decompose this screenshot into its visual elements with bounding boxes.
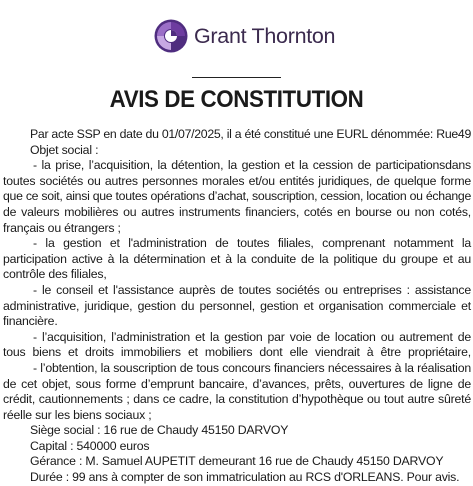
notice-line: participation active à la détermination et à la conduite de la politique du groupe et au bbox=[3, 251, 471, 266]
notice-line: crédit, cautionnements ; dans ce cadre, la constitution d’hypothèque ou tout autre sûreté bbox=[3, 392, 471, 407]
brand-name: Grant Thornton bbox=[194, 24, 336, 48]
notice-line: administrative, juridique, gestion du personnel, gestion et organisation commerciale et bbox=[3, 298, 471, 313]
notice-line: réelle sur les biens sociaux ; bbox=[3, 407, 152, 422]
notice-title: AVIS DE CONSTITUTION bbox=[109, 86, 364, 113]
notice-line: Objet social : bbox=[30, 142, 99, 157]
notice-line: - l’acquisition, l’administration et la gestion par voie de location ou autrement de bbox=[33, 329, 471, 344]
grant-thornton-logo bbox=[154, 18, 335, 54]
notice-line: toutes sociétés ou autres personnes morales et/ou entités juridiques, de quelque forme bbox=[3, 173, 471, 188]
grant-thornton-logo-mark bbox=[154, 19, 188, 53]
notice-line-duree: Durée : 99 ans à compter de son immatriculation au RCS d'ORLEANS. Pour avis. bbox=[30, 470, 460, 485]
notice-line-gerance: Gérance : M. Samuel AUPETIT demeurant 16 rue de Chaudy 45150 DARVOY bbox=[30, 454, 444, 469]
notice-line-capital: Capital : 540000 euros bbox=[30, 438, 150, 453]
title-rule bbox=[192, 77, 281, 78]
notice-line: - la prise, l’acquisition, la détention, la gestion et la cession de participationsdans bbox=[33, 158, 471, 173]
notice-line: tous biens et droits immobiliers et mobiliers dont elle viendrait à être propriétaire, bbox=[3, 345, 471, 360]
notice-line: que ce soit, ainsi que toutes opérations d’achat, souscription, cession, location ou échange bbox=[3, 189, 471, 204]
notice-line-siege: Siège social : 16 rue de Chaudy 45150 DARVOY bbox=[30, 423, 289, 438]
notice-line: financière. bbox=[3, 314, 58, 329]
notice-line: Par acte SSP en date du 01/07/2025, il a été constitué une EURL dénommée: Rue49 bbox=[30, 127, 471, 141]
notice-line: français ou étrangers ; bbox=[3, 220, 121, 235]
notice-line: contrôle des filiales, bbox=[3, 267, 107, 282]
notice-line: - l’obtention, la souscription de tous concours financiers nécessaires à la réalisation bbox=[33, 360, 471, 375]
notice-line: de cet objet, sous forme d’emprunt bancaire, d’avances, prêts, ouvertures de ligne de bbox=[3, 376, 471, 391]
notice-line: - la gestion et l'administration de toutes filiales, comprenant notamment la bbox=[33, 236, 471, 251]
notice-line: - le conseil et l'assistance auprès de toutes sociétés ou entreprises : assistance bbox=[33, 282, 471, 297]
notice-body bbox=[3, 127, 471, 486]
notice-line: de valeurs mobilières ou autres instruments financiers, cotés en bourse ou non cotés, bbox=[3, 204, 471, 219]
